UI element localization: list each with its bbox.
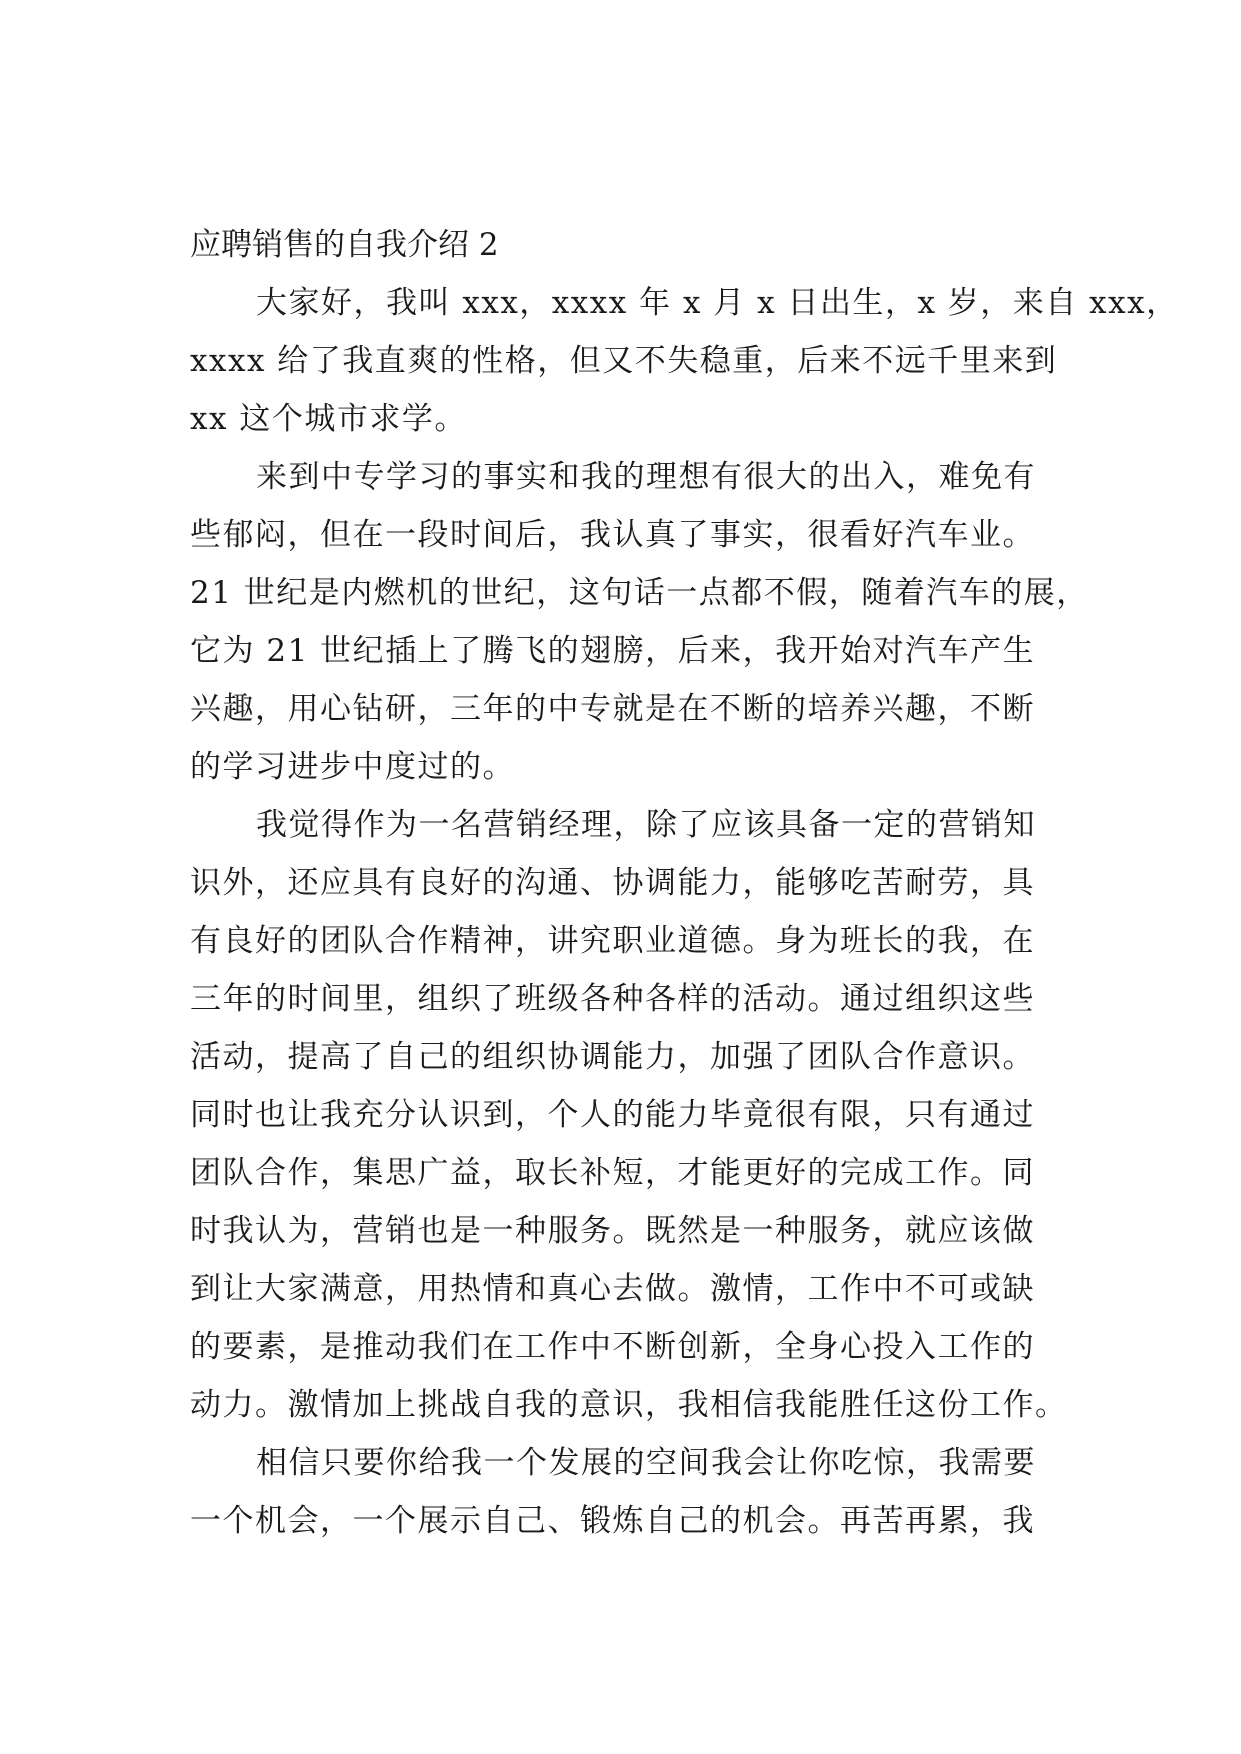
paragraph-2-line-4: 它为 21 世纪插上了腾飞的翅膀，后来，我开始对汽车产生 (190, 633, 1036, 669)
paragraph-1-line-1: 大家好，我叫 xxx，xxxx 年 x 月 x 日出生，x 岁，来自 xxx， (256, 285, 1179, 321)
paragraph-3-line-5: 活动，提高了自己的组织协调能力，加强了团队合作意识。 (190, 1039, 1035, 1075)
paragraph-3-line-1: 我觉得作为一名营销经理，除了应该具备一定的营销知 (256, 807, 1036, 843)
paragraph-1-line-3: xx 这个城市求学。 (190, 401, 467, 437)
paragraph-2-line-2: 些郁闷，但在一段时间后，我认真了事实，很看好汽车业。 (190, 517, 1035, 553)
paragraph-4-line-2: 一个机会，一个展示自己、锻炼自己的机会。再苦再累，我 (190, 1503, 1035, 1539)
paragraph-3-line-2: 识外，还应具有良好的沟通、协调能力，能够吃苦耐劳，具 (190, 865, 1035, 901)
paragraph-2-line-5: 兴趣，用心钻研，三年的中专就是在不断的培养兴趣，不断 (190, 691, 1035, 727)
paragraph-4-line-1: 相信只要你给我一个发展的空间我会让你吃惊，我需要 (256, 1445, 1036, 1481)
paragraph-1-line-2: xxxx 给了我直爽的性格，但又不失稳重，后来不远千里来到 (190, 343, 1058, 379)
paragraph-3-line-7: 团队合作，集思广益，取长补短，才能更好的完成工作。同 (190, 1155, 1035, 1191)
paragraph-3-line-10: 的要素，是推动我们在工作中不断创新，全身心投入工作的 (190, 1329, 1035, 1365)
paragraph-3-line-9: 到让大家满意，用热情和真心去做。激情，工作中不可或缺 (190, 1271, 1035, 1307)
paragraph-2-line-3: 21 世纪是内燃机的世纪，这句话一点都不假，随着汽车的展， (190, 575, 1089, 611)
paragraph-2-line-1: 来到中专学习的事实和我的理想有很大的出入，难免有 (256, 459, 1036, 495)
paragraph-3-line-6: 同时也让我充分认识到，个人的能力毕竟很有限，只有通过 (190, 1097, 1035, 1133)
paragraph-3-line-11: 动力。激情加上挑战自我的意识，我相信我能胜任这份工作。 (190, 1387, 1068, 1423)
document-title: 应聘销售的自我介绍 2 (190, 227, 499, 263)
paragraph-3-line-3: 有良好的团队合作精神，讲究职业道德。身为班长的我，在 (190, 923, 1035, 959)
paragraph-3-line-8: 时我认为，营销也是一种服务。既然是一种服务，就应该做 (190, 1213, 1035, 1249)
paragraph-2-line-6: 的学习进步中度过的。 (190, 749, 515, 785)
paragraph-3-line-4: 三年的时间里，组织了班级各种各样的活动。通过组织这些 (190, 981, 1035, 1017)
